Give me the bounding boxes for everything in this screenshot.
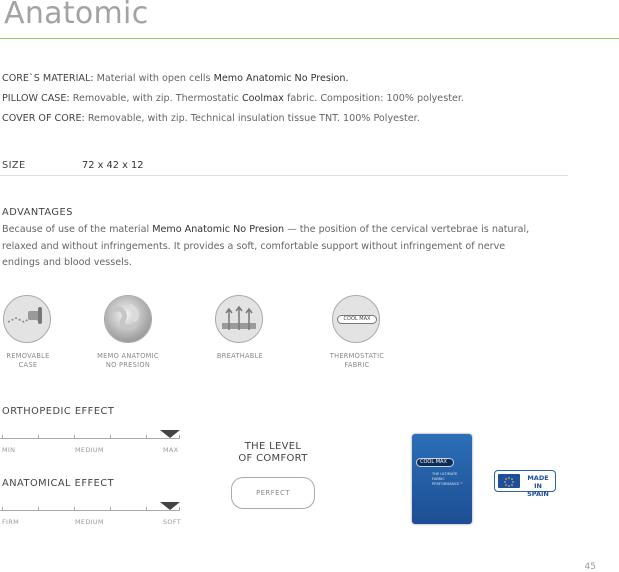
scale-label-firm: FIRM [2,518,19,526]
scale-line [0,510,180,511]
spec-pillow-case [2,93,464,104]
size-value: 72 x 42 x 12 [82,160,144,171]
spec-cover-of-core [2,113,420,124]
advantages-text [2,222,562,272]
size-label: SIZE [2,160,26,171]
orthopedic-level-marker [160,430,180,438]
scale-tick [110,435,111,439]
advantages-line-3: endings and blood vessels. [2,257,132,268]
page-number: 45 [584,562,596,572]
spec-text: Removable, with zip. Technical insulation tissue TNT. 100% Polyester. [84,113,420,124]
coolmax-badge: COOL MAX [337,315,377,324]
spec-bold: Memo Anatomic No Presion. [213,73,349,84]
scale-tick [74,435,75,439]
comfort-heading [223,441,323,465]
scale-label-medium: MEDIUM [75,446,104,454]
tagline-line: PERFORMANCE™ [432,482,463,486]
coolmax-card [412,434,472,524]
spec-text-post: fabric. Composition: 100% polyester. [283,93,464,104]
feature-caption-memo [83,352,173,370]
spec-key: PILLOW CASE: [2,93,70,104]
scale-tick [2,435,3,439]
made-in-line1: MADE IN [527,474,549,490]
advantages-line-2: relaxed and without infringements. It provides a soft, comfortable support without infringement of nerve [2,240,506,252]
spec-text: Removable, with zip. Thermostatic [69,93,242,104]
orthopedic-heading: ORTHOPEDIC EFFECT [2,406,115,417]
feature-caption-line1: BREATHABLE [216,352,264,360]
feature-caption-line2: CASE [18,361,38,369]
feature-caption-line1: MEMO ANATOMIC [97,352,159,360]
spec-key: CORE`S MATERIAL: [2,73,94,84]
feature-caption-breathable [195,352,285,361]
comfort-heading-line1: THE LEVEL [244,441,302,452]
coolmax-card-logo: COOL MAX [416,458,454,467]
tagline-line: FABRIC [432,477,445,481]
feature-caption-removable [0,352,73,370]
scale-tick [2,507,3,511]
spec-core-material [2,73,349,84]
title-divider [0,38,619,39]
feature-caption-line1: REMOVABLE [6,352,50,360]
scale-tick [146,507,147,511]
memory-foam-icon [104,295,152,343]
scale-label-max: MAX [163,446,179,454]
page-title: Anatomic [4,0,149,31]
comfort-level-badge: PERFECT [231,477,315,509]
advantages-text-post: — the position of the cervical vertebrae is natural, [284,224,530,235]
coolmax-card-tagline [432,472,463,487]
scale-tick [146,435,147,439]
advantages-heading: ADVANTAGES [2,207,73,218]
feature-caption-line1: THERMOSTATIC [329,352,385,360]
eu-flag-icon [498,474,520,488]
spec-bold: Coolmax [241,93,284,104]
made-in-spain-text [523,474,553,498]
feature-caption-thermostatic [312,352,402,370]
spec-key: COVER OF CORE: [2,113,85,124]
feature-caption-line2: NO PRESION [105,361,151,369]
coolmax-icon [332,295,380,343]
feature-caption-line2: FABRIC [344,361,370,369]
made-in-spain-badge [494,470,556,498]
scale-line [0,438,180,439]
scale-tick [74,507,75,511]
anatomical-heading: ANATOMICAL EFFECT [2,478,115,489]
breathable-icon [215,295,263,343]
scale-label-medium: MEDIUM [75,518,104,526]
advantages-text-pre: Because of use of the material [2,224,153,235]
tagline-line: THE ULTIMATE [432,472,458,476]
size-divider [0,175,568,176]
scale-label-min: MIN [2,446,16,454]
zip-icon [3,295,51,343]
scale-tick [38,507,39,511]
scale-tick [38,435,39,439]
anatomical-level-marker [160,502,180,510]
comfort-heading-line2: OF COMFORT [238,453,308,464]
scale-tick [110,507,111,511]
advantages-material: Memo Anatomic No Presion [152,224,285,235]
spec-text: Material with open cells [93,73,214,84]
made-in-line2: SPAIN [527,490,549,498]
scale-label-soft: SOFT [163,518,182,526]
